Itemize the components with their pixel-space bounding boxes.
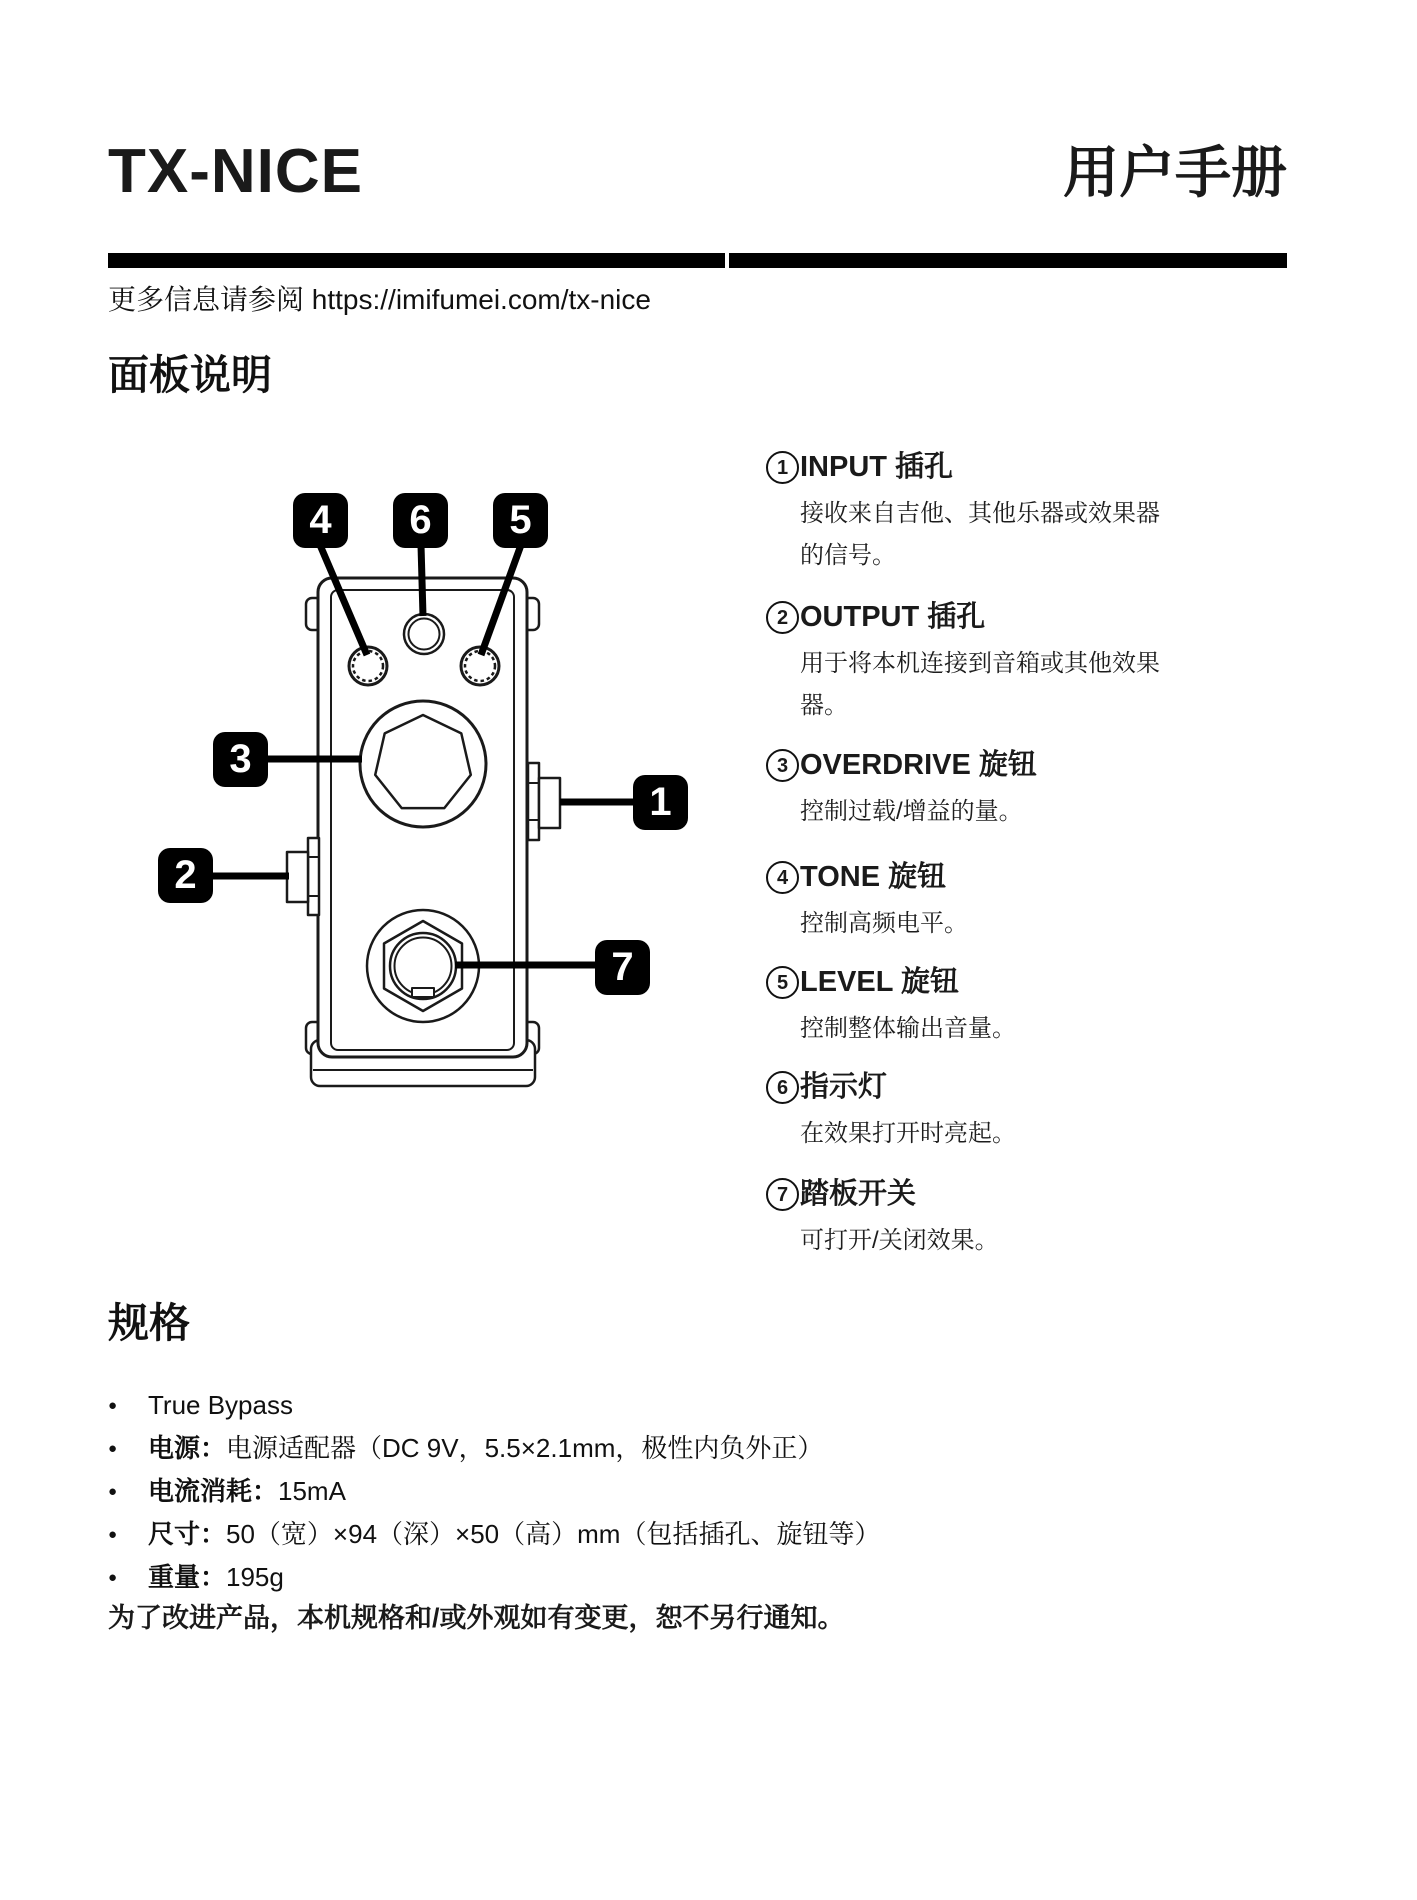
panel-item-output	[766, 598, 1196, 727]
overdrive-knob	[360, 701, 486, 827]
callout-7: 7	[595, 940, 650, 995]
pedal-body	[318, 578, 527, 1057]
manual-label: 用户手册	[1063, 141, 1287, 204]
callout-2: 2	[158, 848, 213, 903]
callout-4: 4	[293, 493, 348, 548]
item-desc: 可打开/关闭效果。	[800, 1227, 999, 1254]
panel-item-tone	[766, 858, 1196, 945]
item-title: 指示灯	[800, 1071, 888, 1103]
panel-item-footswitch	[766, 1175, 1196, 1262]
disclaimer-note: 为了改进产品，本机规格和/或外观如有变更，恕不另行通知。	[108, 1603, 845, 1633]
spec-true-bypass: ● True Bypass	[108, 1384, 1308, 1427]
bullet-icon: ●	[108, 1569, 118, 1586]
input-jack	[528, 763, 539, 840]
spec-weight: ● 重量：195g	[108, 1556, 1308, 1599]
level-knob	[461, 647, 499, 685]
item-desc: 控制高频电平。	[800, 910, 968, 937]
side-tab	[523, 1022, 539, 1054]
item-desc: 接收来自吉他、其他乐器或效果器的信号。	[800, 500, 1160, 569]
panel-item-overdrive	[766, 746, 1196, 833]
item-number-circle: 4	[766, 861, 799, 894]
specs-list	[108, 1384, 1308, 1599]
callout-5: 5	[493, 493, 548, 548]
item-title: TONE 旋钮	[800, 861, 947, 893]
callout-1: 1	[633, 775, 688, 830]
item-desc: 控制过载/增益的量。	[800, 798, 1023, 825]
product-title: TX-NICE	[108, 137, 363, 206]
spec-dimensions: ● 尺寸：50（宽）×94（深）×50（高）mm（包括插孔、旋钮等）	[108, 1513, 1308, 1556]
item-desc: 用于将本机连接到音箱或其他效果器。	[800, 650, 1160, 719]
header	[108, 128, 1287, 217]
item-number-circle: 7	[766, 1178, 799, 1211]
item-desc: 控制整体输出音量。	[800, 1015, 1016, 1042]
item-title: INPUT 插孔	[800, 451, 954, 483]
item-number-circle: 1	[766, 451, 799, 484]
callout-lines	[211, 545, 636, 965]
side-tab	[306, 598, 322, 630]
callout-6: 6	[393, 493, 448, 548]
spec-power: ● 电源：电源适配器（DC 9V，5.5×2.1mm，极性内负外正）	[108, 1427, 1308, 1470]
callout-3: 3	[213, 732, 268, 787]
header-rule	[108, 253, 1287, 268]
bullet-icon: ●	[108, 1397, 118, 1414]
item-title: 踏板开关	[800, 1178, 917, 1210]
spec-current: ● 电流消耗：15mA	[108, 1470, 1308, 1513]
led-indicator	[404, 614, 444, 654]
item-title: OVERDRIVE 旋钮	[800, 749, 1037, 781]
footswitch	[367, 910, 479, 1022]
bullet-icon: ●	[108, 1440, 118, 1457]
item-title: OUTPUT 插孔	[800, 601, 986, 633]
panel-item-level	[766, 963, 1196, 1050]
item-number-circle: 2	[766, 601, 799, 634]
panel-item-input	[766, 448, 1196, 577]
pedal-base	[311, 1040, 535, 1086]
item-desc: 在效果打开时亮起。	[800, 1120, 1016, 1147]
panel-section-heading: 面板说明	[108, 352, 272, 398]
item-title: LEVEL 旋钮	[800, 966, 959, 998]
pedal-body-inner	[331, 590, 514, 1050]
side-tab	[306, 1022, 322, 1054]
more-info-url: 更多信息请参阅 https://imifumei.com/tx-nice	[108, 284, 651, 315]
item-number-circle: 3	[766, 749, 799, 782]
panel-item-indicator	[766, 1068, 1196, 1155]
item-number-circle: 5	[766, 966, 799, 999]
output-jack	[308, 838, 319, 915]
bullet-icon: ●	[108, 1483, 118, 1500]
specs-section-heading: 规格	[108, 1300, 190, 1346]
side-tab	[523, 598, 539, 630]
bullet-icon: ●	[108, 1526, 118, 1543]
tone-knob	[349, 647, 387, 685]
item-number-circle: 6	[766, 1071, 799, 1104]
